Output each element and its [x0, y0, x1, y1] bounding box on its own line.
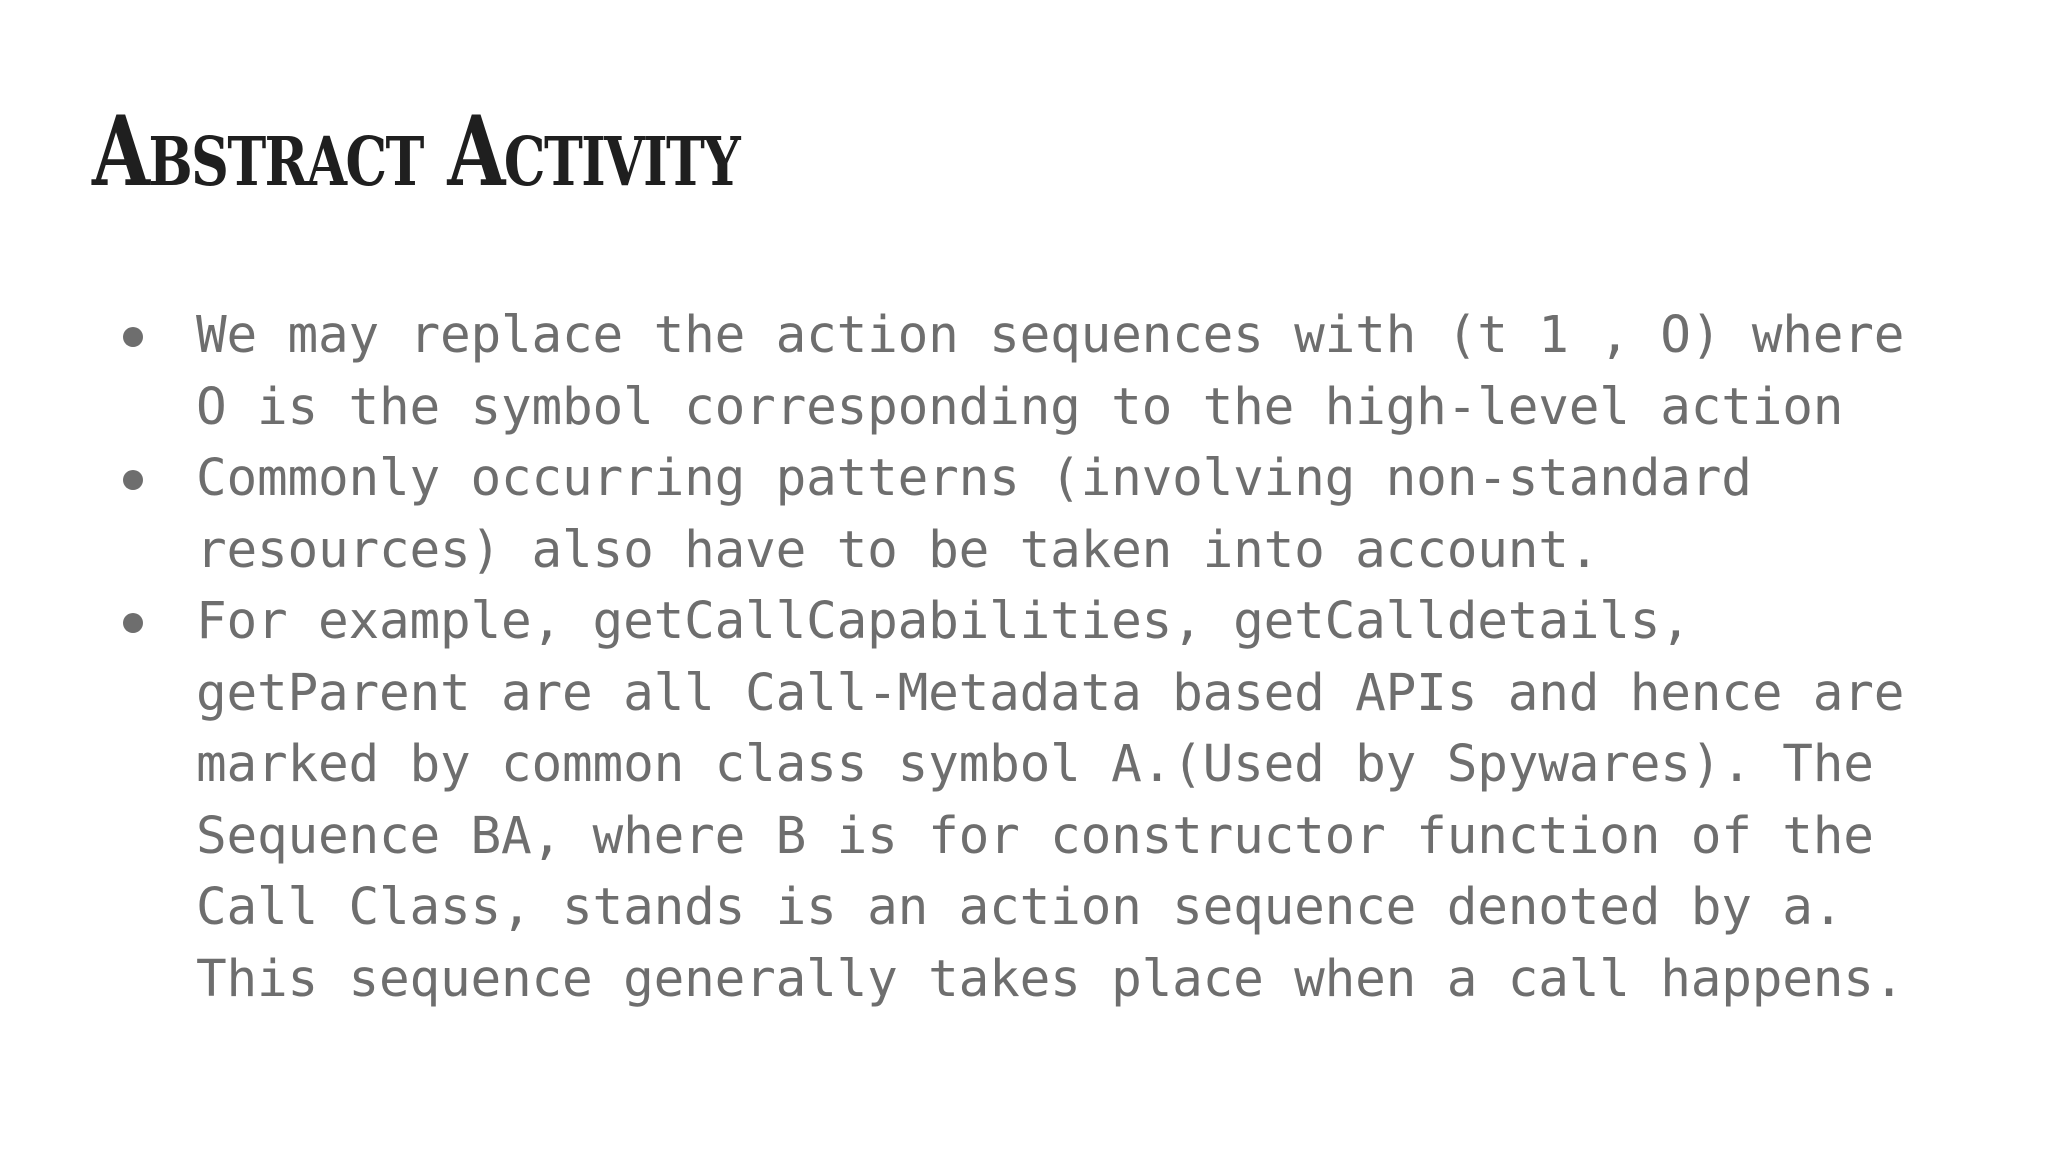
- bullet-dot-icon: [123, 613, 143, 633]
- bullet-line: getParent are all Call-Metadata based APIs and hence are: [196, 663, 1905, 723]
- bullet-dot-icon: [123, 327, 143, 347]
- bullet-line: Sequence BA, where B is for constructor function of the: [196, 806, 1874, 866]
- bullet-line: resources) also have to be taken into account.: [196, 520, 1600, 580]
- bullet-line: Call Class, stands is an action sequence denoted by a.: [196, 878, 1844, 937]
- bullet-line: Commonly occurring patterns (involving non-standard: [196, 449, 1752, 508]
- bullet-line: We may replace the action sequences with (t 1 , O) where: [196, 306, 1905, 365]
- slide-title: Abstract Activity: [92, 95, 740, 208]
- bullet-line: O is the symbol corresponding to the high-level action: [196, 377, 1844, 437]
- bullet-line: marked by common class symbol A.(Used by Spywares). The: [196, 735, 1874, 794]
- bullet-line: This sequence generally takes place when a call happens.: [196, 949, 1905, 1009]
- bullet-line: For example, getCallCapabilities, getCalldetails,: [196, 592, 1691, 651]
- bullet-item: [0, 443, 1904, 586]
- bullet-item: [0, 300, 1904, 443]
- bullet-list: [0, 300, 1904, 1015]
- bullet-dot-icon: [123, 470, 143, 490]
- bullet-item: [0, 586, 1904, 1015]
